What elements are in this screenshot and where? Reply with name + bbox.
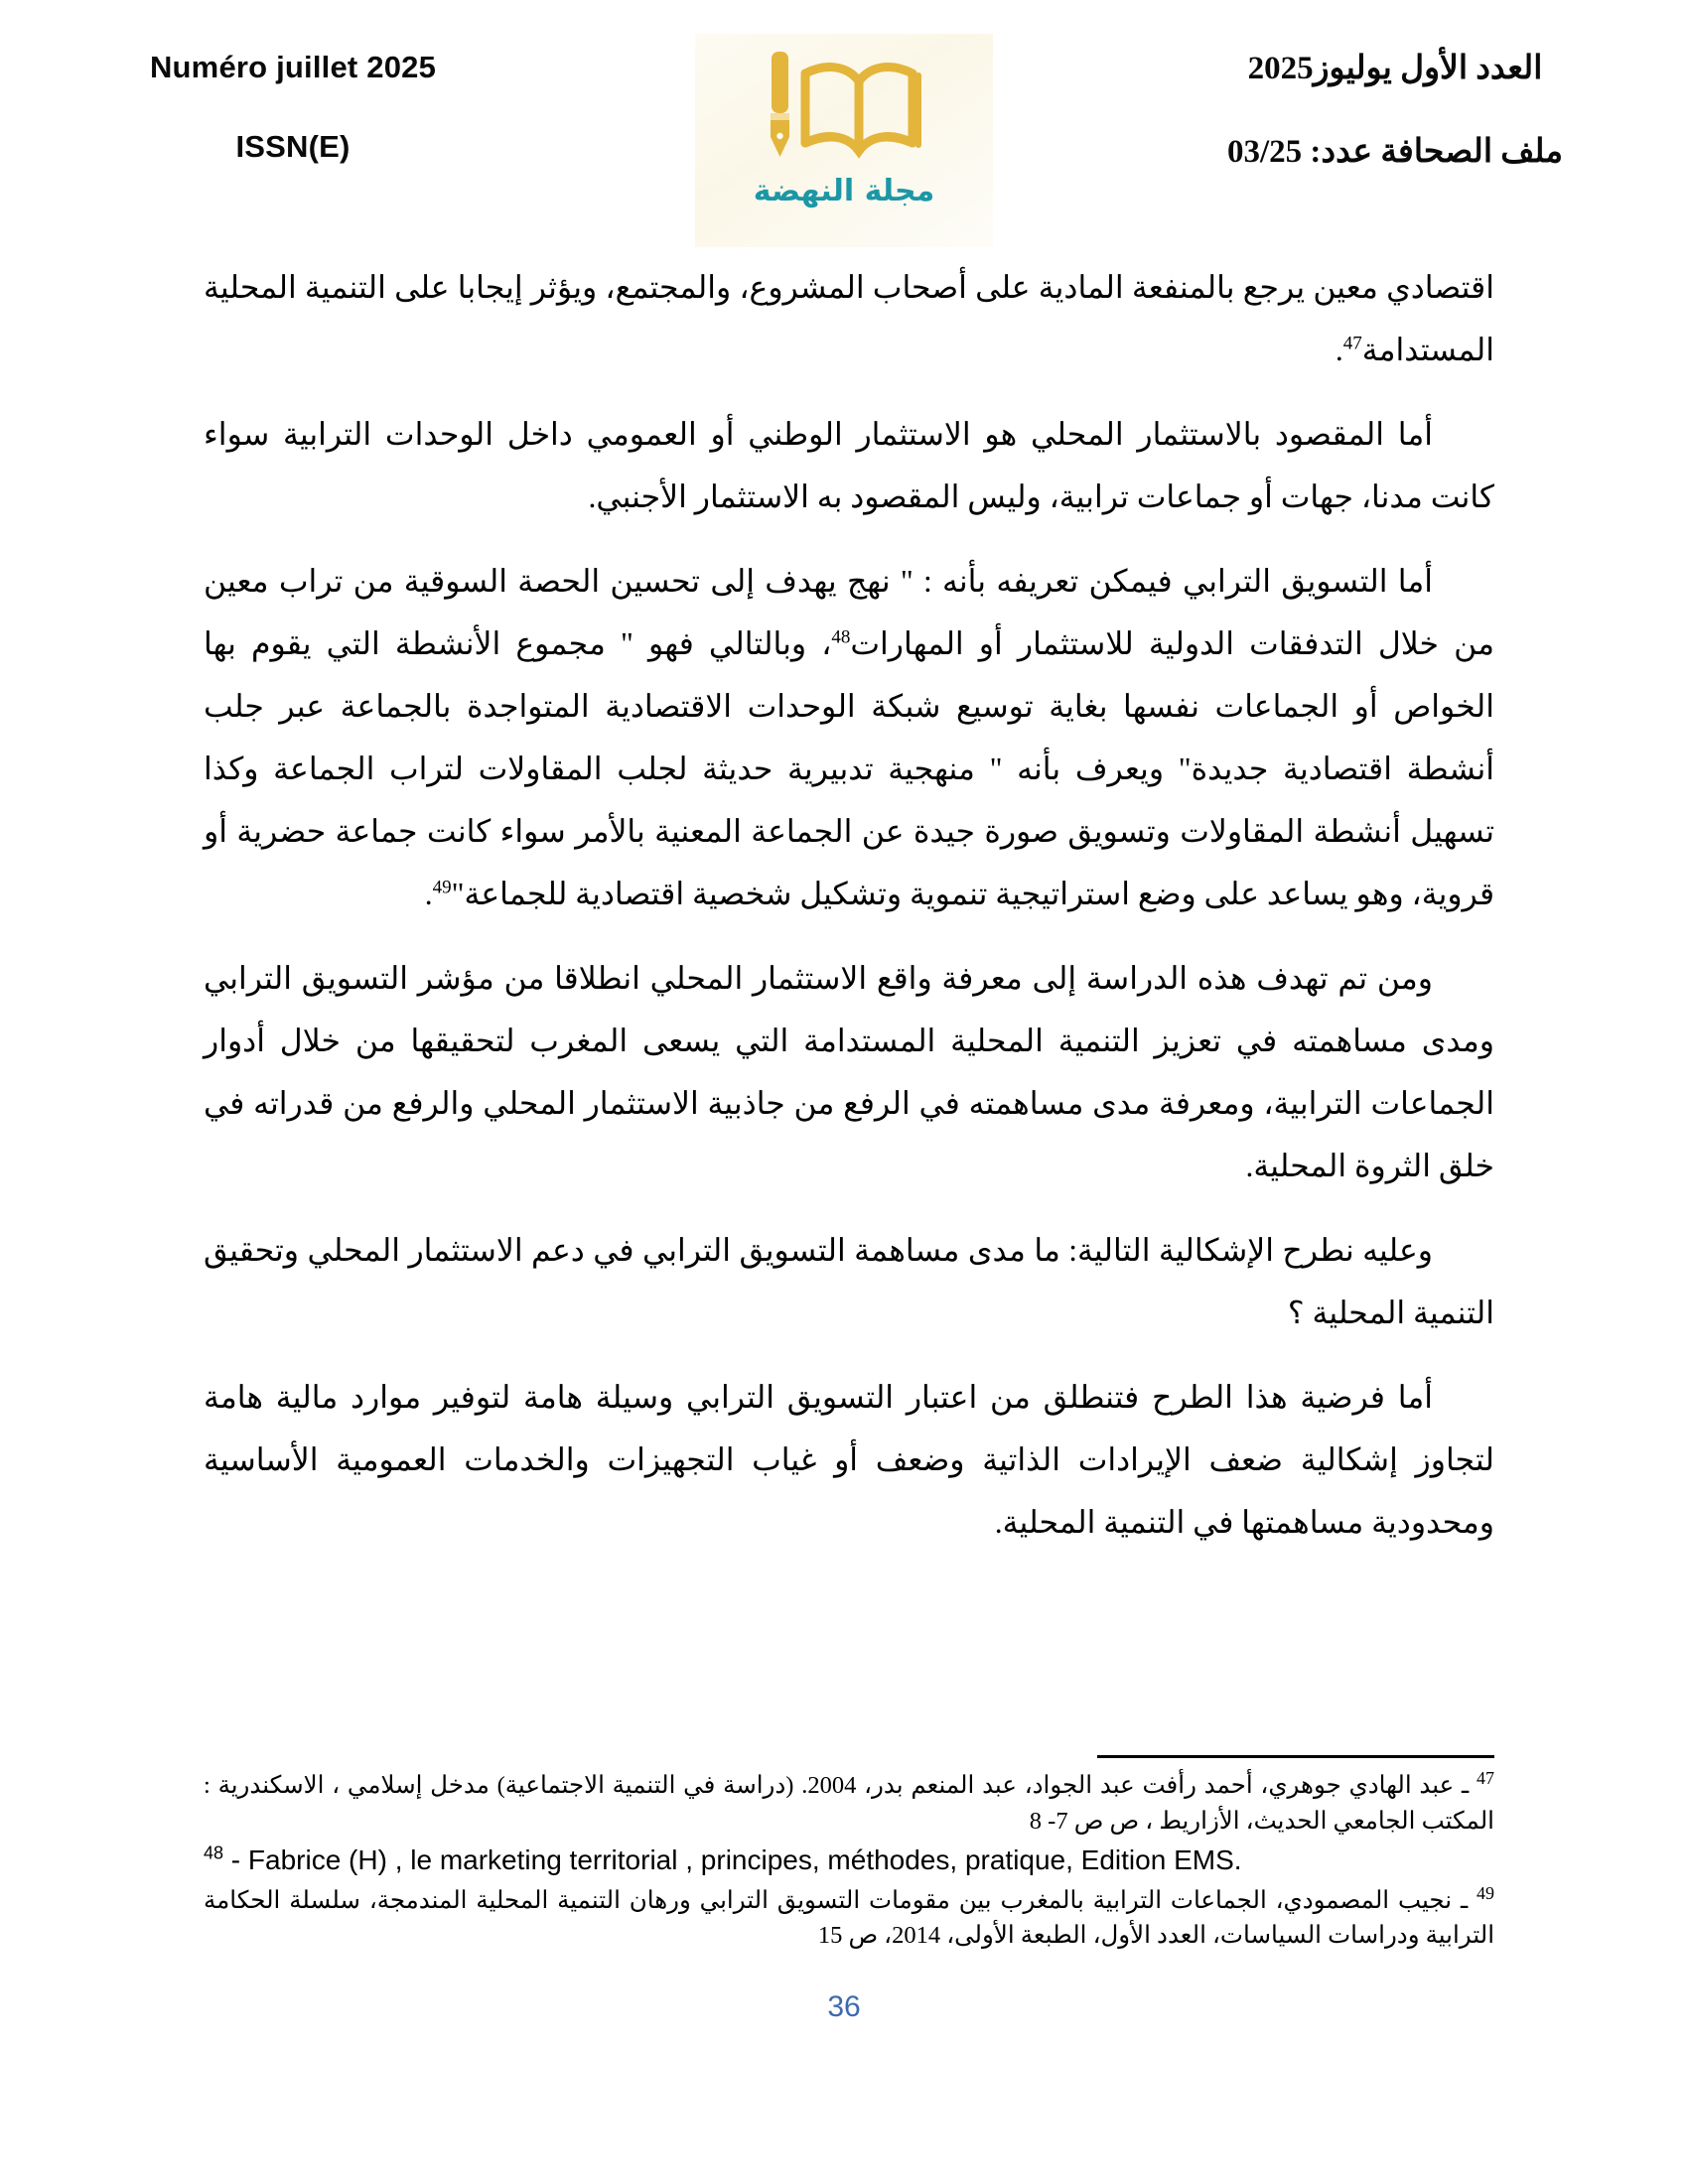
paragraph-3-text: أما التسويق الترابي فيمكن تعريفه بأنه : " نهج يهدف إلى تحسين الحصة السوقية من تراب معين من خلال التدفقات الدولية للاستثمار أو المهارات xyxy=(204,564,1494,661)
paragraph-6-text: أما فرضية هذا الطرح فتنطلق من اعتبار التسويق الترابي وسيلة هامة لتوفير موارد مالية هامة لتجاوز إشكالية ضعف الإيرادات الذاتية وضعف أو غياب التجهيزات والخدمات العمومية الأساسية ومحدودية مساهمتها في التنمية المحلية. xyxy=(204,1380,1494,1540)
paragraph-3 xyxy=(204,550,1494,925)
header-file-number-ar: ملف الصحافة عدد: 03/25 xyxy=(1226,134,1564,170)
footnote-48 xyxy=(204,1841,1494,1881)
footnote-49 xyxy=(204,1883,1494,1954)
footnote-48-number: 48 xyxy=(204,1843,224,1863)
header-issue-fr: Numéro juillet 2025 xyxy=(149,50,437,84)
paragraph-2-text: أما المقصود بالاستثمار المحلي هو الاستثمار الوطني أو العمومي داخل الوحدات الترابية سواء كانت مدنا، جهات أو جماعات ترابية، وليس المقصود به الاستثمار الأجنبي. xyxy=(204,417,1494,514)
header-issn-label: ISSN(E) xyxy=(235,129,351,164)
footnote-ref-49[interactable]: 49 xyxy=(432,877,452,898)
paragraph-4 xyxy=(204,947,1494,1197)
footnotes-section xyxy=(204,1755,1494,1956)
footnote-ref-47[interactable]: 47 xyxy=(1342,333,1362,354)
header-issue-ar: العدد الأول يوليوز2025 xyxy=(1247,51,1543,86)
footnote-47-text: ـ عبد الهادي جوهري، أحمد رأفت عبد الجواد، عبد المنعم بدر، 2004. (دراسة في التنمية الاجتماعية) مدخل إسلامي ، الاسكندرية : المكتب الجامعي الحديث، الأزاريط ، ص ص 7- 8 xyxy=(204,1772,1494,1835)
footnote-49-number: 49 xyxy=(1477,1882,1494,1903)
page-header xyxy=(0,0,1688,248)
footnote-ref-48[interactable]: 48 xyxy=(831,626,851,648)
paragraph-6 xyxy=(204,1366,1494,1554)
paragraph-3-tail: ، وبالتالي فهو " مجموع الأنشطة التي يقوم بها الخواص أو الجماعات نفسها بغاية توسيع شبكة الوحدات الاقتصادية المتواجدة بالجماعة عبر جلب أنشطة اقتصادية جديدة" ويعرف بأنه " منهجية تدبيرية حديثة لجلب المقاولات لتراب الجماعة وكذا تسهيل أنشطة المقاولات وتسويق صورة جيدة عن الجماعة المعنية بالأمر سواء كانت جماعة حضرية أو قروية، وهو يساعد على وضع استراتيجية تنموية وتشكيل شخصية اقتصادية للجماعة" xyxy=(204,626,1494,911)
footnote-47-number: 47 xyxy=(1477,1767,1495,1788)
paragraph-3-end: . xyxy=(424,877,433,911)
paragraph-1 xyxy=(204,256,1494,381)
footnote-48-text: - Fabrice (H) , le marketing territorial , principes, méthodes, pratique, Edition EMS. xyxy=(223,1844,1242,1876)
paragraph-1-text: اقتصادي معين يرجع بالمنفعة المادية على أصحاب المشروع، والمجتمع، ويؤثر إيجابا على التنمية المحلية المستدامة xyxy=(204,270,1494,367)
header-right-block xyxy=(1162,34,1628,171)
paragraph-4-text: ومن تم تهدف هذه الدراسة إلى معرفة واقع الاستثمار المحلي انطلاقا من مؤشر التسويق الترابي ومدى مساهمته في تعزيز التنمية المحلية المستدامة التي يسعى المغرب لتحقيقها من خلال أدوار الجماعات الترابية، ومعرفة مدى مساهمته في الرفع من جاذبية الاستثمار المحلي والرفع من قدراته في خلق الثروة المحلية. xyxy=(204,961,1494,1183)
document-body xyxy=(204,256,1494,1575)
open-book-and-pen-icon xyxy=(740,34,948,183)
paragraph-1-tail: . xyxy=(1335,333,1343,367)
footnote-separator-rule xyxy=(1097,1755,1494,1758)
footnote-separator-wrap xyxy=(204,1755,1494,1768)
paragraph-2 xyxy=(204,403,1494,528)
journal-logo-caption: مجلة النهضة xyxy=(753,174,935,208)
footnote-49-text: ـ نجيب المصمودي، الجماعات الترابية بالمغرب بين مقومات التسويق الترابي ورهان التنمية المحلية المندمجة، سلسلة الحكامة الترابية ودراسات السياسات، العدد الأول، الطبعة الأولى، 2014، ص 15 xyxy=(204,1886,1494,1950)
footnote-47 xyxy=(204,1768,1494,1839)
journal-logo xyxy=(695,34,993,247)
page-number: 36 xyxy=(827,1990,861,2023)
paragraph-5 xyxy=(204,1219,1494,1344)
paragraph-5-text: وعليه نطرح الإشكالية التالية: ما مدى مساهمة التسويق الترابي في دعم الاستثمار المحلي وتحقيق التنمية المحلية ؟ xyxy=(204,1233,1494,1330)
header-left-block xyxy=(60,34,526,165)
